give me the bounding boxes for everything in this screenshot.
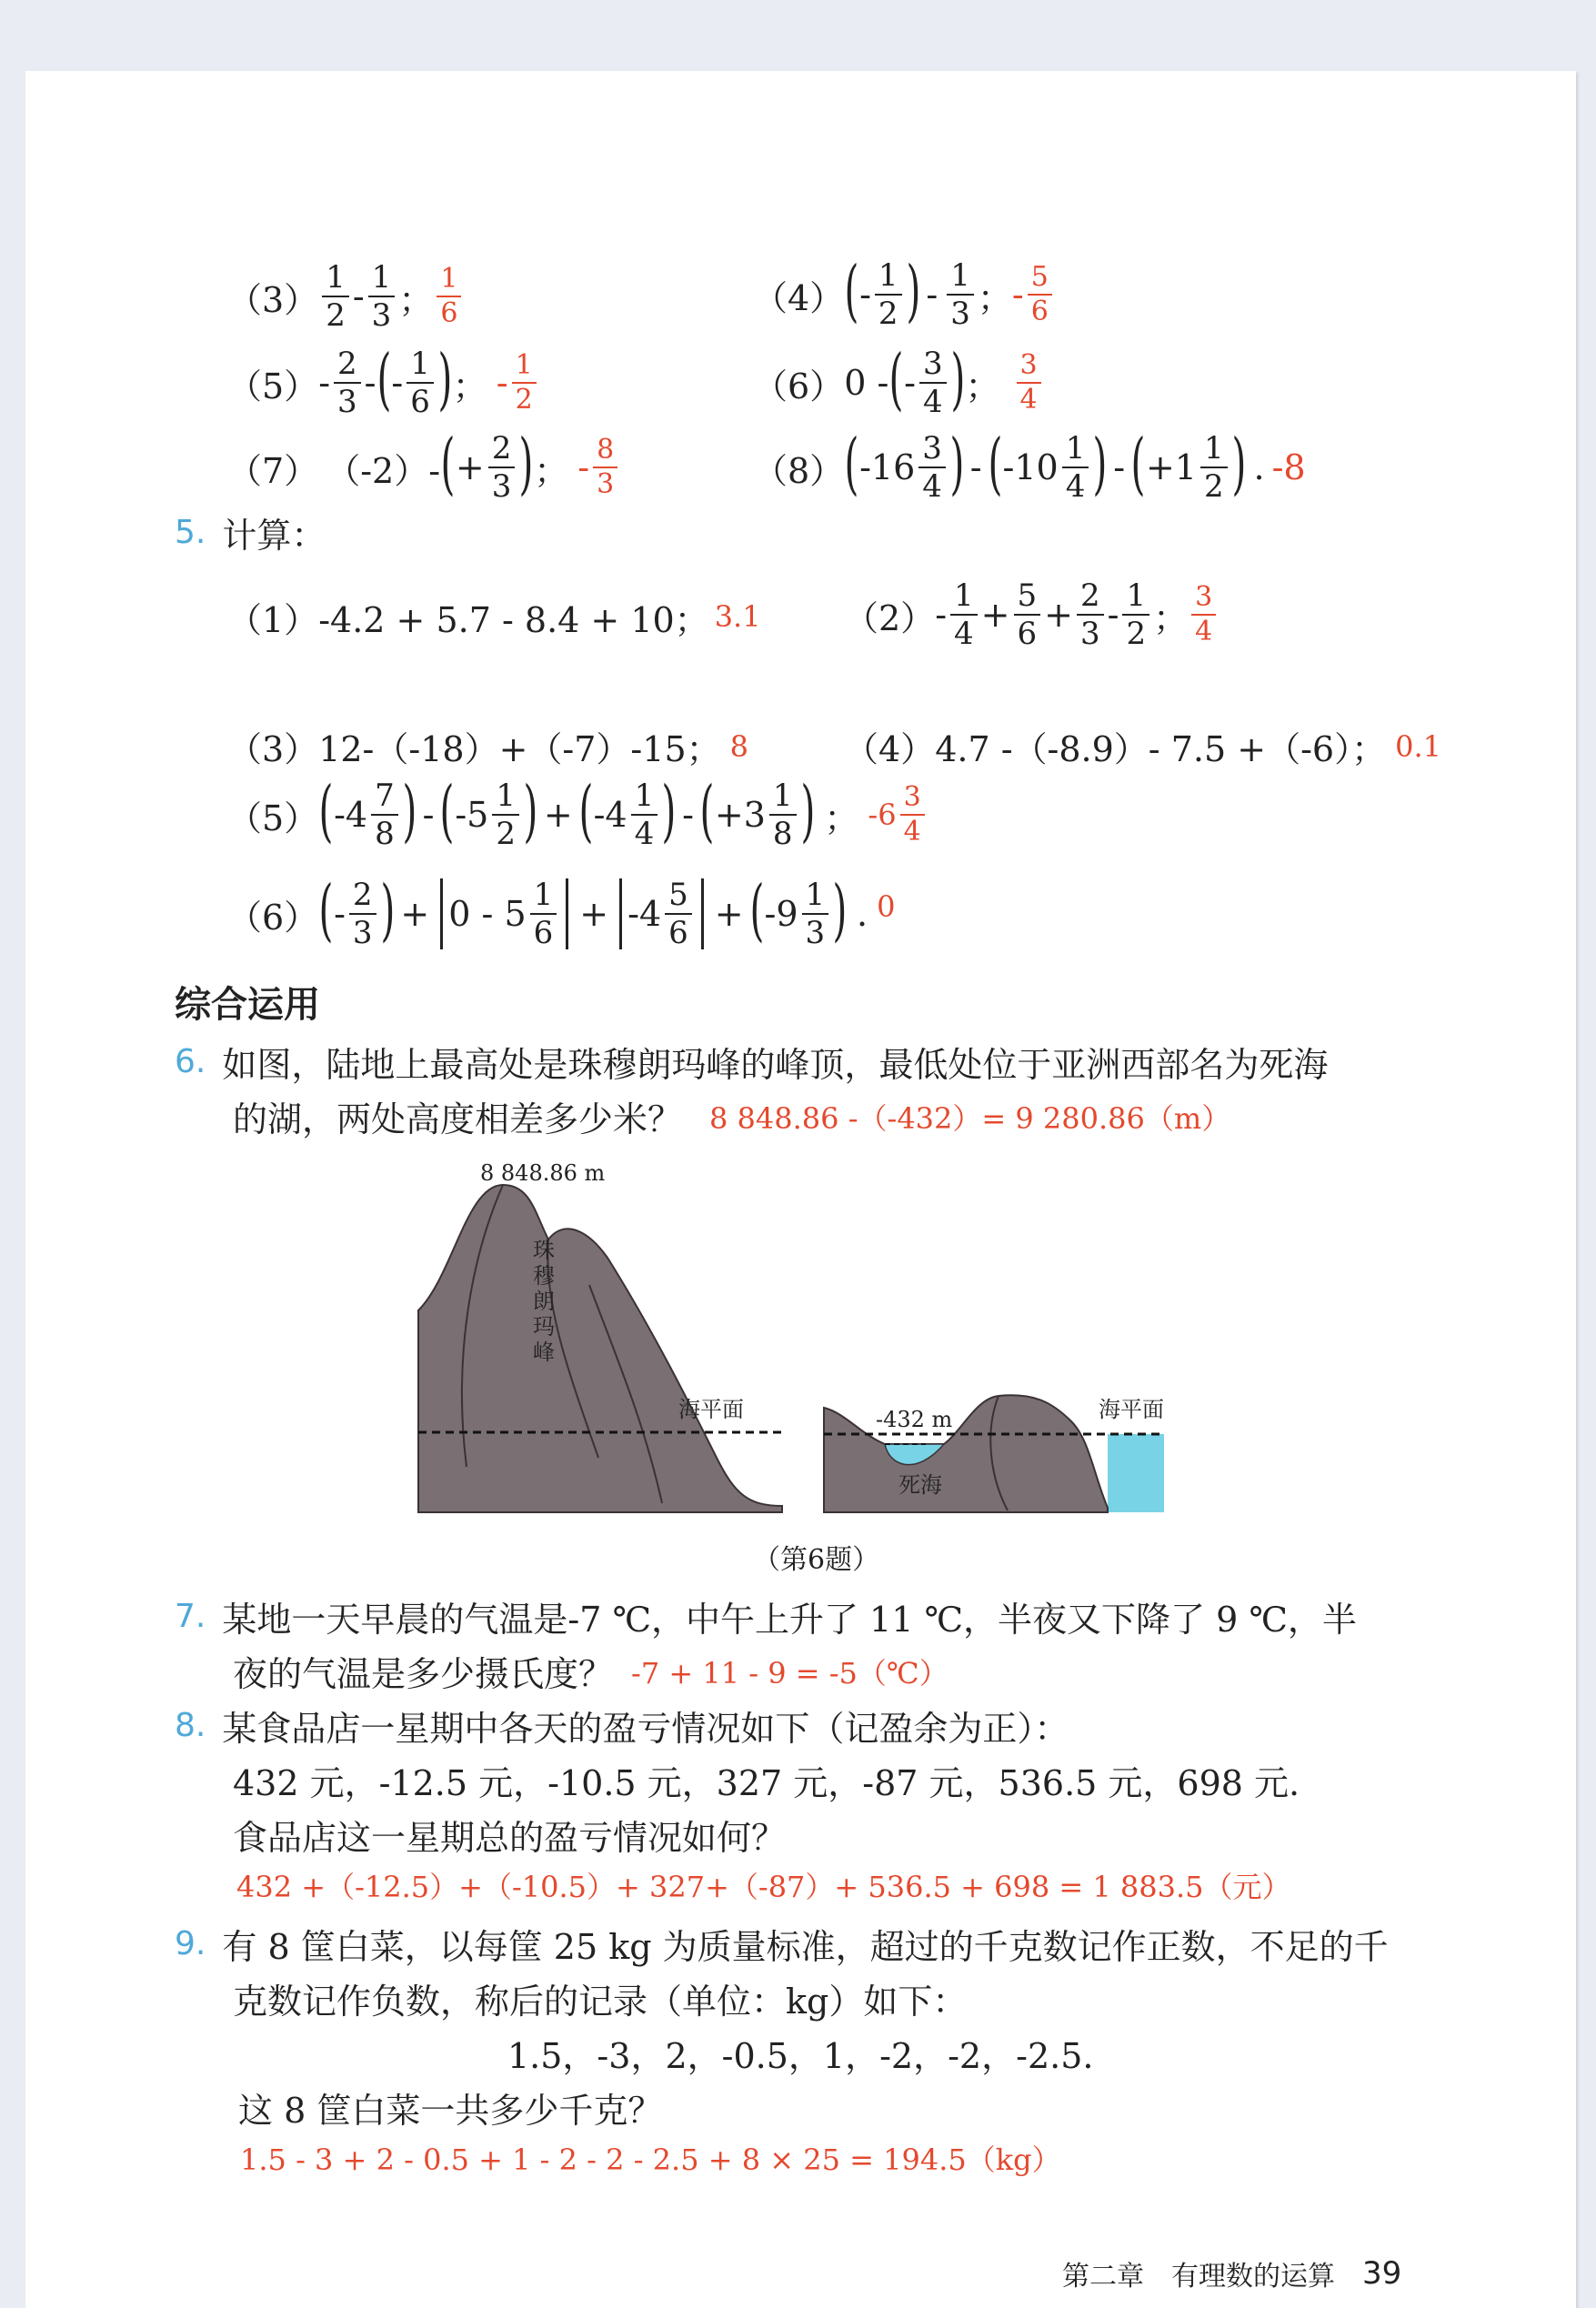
- q4-item-6: （6） 0 - ( - $\frac{3}{4}$ ) ； $\frac{3}{4}$: [753, 348, 1045, 417]
- item-label: （5）: [227, 798, 319, 838]
- sign: -: [904, 363, 917, 403]
- question-number: 7.: [175, 1598, 206, 1635]
- separator: ；: [398, 279, 434, 320]
- svg-text:峰: 峰: [533, 1340, 555, 1365]
- mixed-number: -9 $\frac{1}{3}$: [765, 879, 833, 948]
- q4-item-8: （8） ( -16 $\frac{3}{4}$ ) - ( -10 $\frac{1}{4}$ ) - ( +1 $\frac{1}{2}$ ) . -8: [753, 425, 1306, 505]
- expression: 12-（-18）+（-7）-15；: [318, 729, 721, 769]
- dead-sea-depth-label: -432 m: [876, 1407, 953, 1432]
- fraction: $\frac{2}{3}$: [349, 879, 376, 948]
- answer-fraction: $\frac{5}{6}$: [1028, 264, 1052, 326]
- answer: -7 + 11 - 9 = -5（℃）: [631, 1655, 949, 1691]
- sign: -: [334, 894, 346, 934]
- mountain-name-vertical: [533, 1238, 555, 1365]
- q5-header: [175, 507, 326, 557]
- separator: ；: [452, 366, 487, 406]
- item-label: （4）: [844, 729, 936, 769]
- q9-line-3: 1.5，-3，2，-0.5，1，-2，-2，-2.5.: [507, 2036, 1094, 2076]
- q4-item-3: [227, 259, 465, 334]
- q4-item-5: （5） - $\frac{2}{3}$ - ( - $\frac{1}{6}$ ) ； - $\frac{1}{2}$: [227, 348, 540, 417]
- q7-line-2: [233, 1646, 949, 1696]
- figure-caption: （第6题）: [753, 1544, 880, 1576]
- separator: ；: [824, 798, 859, 838]
- q5-item-3: [227, 721, 748, 771]
- answer-fraction: $\frac{8}{3}$: [593, 437, 617, 498]
- mixed-number: -16 $\frac{3}{4}$: [859, 433, 949, 502]
- operator: -: [1107, 595, 1119, 635]
- q5-item-5: （5） ( -4 $\frac{7}{8}$ ) - ( -5 $\frac{1}{2}$ ) + ( -4 $\frac{1}{4}$ ) - ( +3 $\frac{1}{8}$ ) ； -6 $\frac{3}{4}$: [227, 780, 928, 849]
- q7-line-1: [175, 1591, 1357, 1641]
- question-text: 某地一天早晨的气温是-7 ℃，中午上升了 11 ℃，半夜又下降了 9 ℃，半: [222, 1600, 1357, 1640]
- q8-line-3: 食品店这一星期总的盈亏情况如何？: [233, 1818, 787, 1858]
- dead-sea-label: 死海: [898, 1472, 942, 1498]
- answer-fraction: $\frac{1}{6}$: [437, 266, 461, 327]
- fraction: $\frac{1}{2}$: [322, 262, 349, 331]
- operator: +: [579, 894, 609, 934]
- operator: -: [352, 276, 365, 316]
- svg-text:珠: 珠: [533, 1238, 555, 1263]
- operator: +: [543, 795, 573, 835]
- fraction: $\frac{1}{3}$: [368, 262, 396, 331]
- sign: -: [859, 275, 871, 315]
- q5-item-4: [844, 721, 1441, 771]
- separator: .: [857, 894, 868, 934]
- question-number: 6.: [175, 1043, 206, 1080]
- mixed-number: +1 $\frac{1}{2}$: [1146, 433, 1231, 502]
- answer: 8: [729, 728, 748, 764]
- fraction: $\frac{1}{6}$: [407, 348, 434, 417]
- q5-item-2: [844, 577, 1220, 652]
- answer: -8: [1271, 447, 1306, 487]
- q6-line-2: [233, 1091, 1230, 1141]
- mixed-number: +3 $\frac{1}{8}$: [715, 780, 800, 849]
- section-heading: 综合运用: [175, 984, 320, 1026]
- question-text: 夜的气温是多少摄氏度？: [233, 1654, 614, 1694]
- q6-line-1: [175, 1037, 1328, 1087]
- q4-item-4: （4） ( - $\frac{1}{2}$ ) - $\frac{1}{3}$ ； - $\frac{5}{6}$: [753, 260, 1056, 329]
- page-number: 39: [1362, 2255, 1402, 2292]
- item-label: （6）: [227, 897, 319, 938]
- answer-mixed-number: -6 $\frac{3}{4}$: [868, 784, 928, 846]
- mixed-number: -5 $\frac{1}{2}$: [455, 780, 523, 849]
- item-label: （2）: [844, 597, 936, 638]
- question-number: 9.: [175, 1925, 206, 1962]
- expression: -4.2 + 5.7 - 8.4 + 10；: [318, 599, 709, 640]
- question-text: 如图，陆地上最高处是珠穆朗玛峰的峰顶，最低处位于亚洲西部名为死海: [222, 1045, 1329, 1085]
- q8-line-2: 432 元，-12.5 元，-10.5 元，327 元，-87 元，536.5 元，698 元.: [233, 1763, 1300, 1803]
- operator: -: [1113, 447, 1126, 487]
- item-label: （8）: [753, 450, 845, 491]
- separator: ；: [534, 450, 569, 491]
- term: （-2）-: [326, 450, 441, 491]
- answer-fraction: $\frac{3}{4}$: [1017, 352, 1041, 414]
- item-label: （3）: [227, 279, 319, 320]
- question-title: 计算：: [222, 516, 326, 556]
- fraction: $\frac{1}{4}$: [950, 580, 978, 649]
- item-label: （6）: [753, 366, 845, 406]
- question-text: 某食品店一星期中各天的盈亏情况如下（记盈余为正）：: [222, 1709, 1069, 1749]
- sea-water: [1108, 1434, 1164, 1512]
- fraction: $\frac{2}{3}$: [488, 433, 516, 502]
- q5-item-1: [227, 580, 761, 653]
- mixed-number: -4 $\frac{1}{4}$: [594, 780, 662, 849]
- fraction: $\frac{2}{3}$: [1077, 580, 1104, 649]
- fraction: $\frac{1}{2}$: [1122, 580, 1149, 649]
- mountain-sea-figure: [417, 1158, 1217, 1521]
- answer: 0: [877, 889, 896, 924]
- item-label: （1）: [227, 599, 319, 640]
- answer-fraction: $\frac{3}{4}$: [1191, 584, 1216, 646]
- peak-height-label: 8 848.86 m: [480, 1160, 606, 1186]
- q5-item-6: （6） ( - $\frac{2}{3}$ ) + 0 - 5 $\frac{1}{6}$ + -4 $\frac{5}{6}$ + ( -9 $\frac{1}{3}$ ) . 0: [227, 871, 896, 951]
- q8-answer: 432 +（-12.5）+（-10.5）+ 327+（-87）+ 536.5 + 698 = 1 883.5（元）: [236, 1870, 1291, 1904]
- operator: -: [364, 363, 376, 403]
- answer: 0.1: [1395, 728, 1441, 764]
- fraction: $\frac{2}{3}$: [334, 348, 361, 417]
- answer-fraction: $\frac{1}{2}$: [512, 352, 537, 414]
- q8-line-1: [175, 1701, 1069, 1751]
- sea-level-label-right: 海平面: [1099, 1397, 1164, 1422]
- operator: -: [926, 275, 939, 315]
- textbook-page: [25, 71, 1576, 2308]
- mixed-number: -10 $\frac{1}{4}$: [1003, 433, 1093, 502]
- question-text: 的湖，两处高度相差多少米？: [233, 1099, 683, 1139]
- term: 0 -: [844, 363, 889, 403]
- chapter-title: 有理数的运算: [1171, 2261, 1335, 2293]
- absolute-value-term: -4 $\frac{5}{6}$: [627, 879, 696, 948]
- fraction: $\frac{5}{6}$: [1014, 580, 1041, 649]
- operator: +: [714, 894, 744, 934]
- item-label: （4）: [753, 277, 845, 318]
- q9-answer: 1.5 - 3 + 2 - 0.5 + 1 - 2 - 2 - 2.5 + 8 × 25 = 194.5（kg）: [240, 2142, 1061, 2177]
- q9-line-1: [175, 1919, 1389, 1969]
- question-text: 有 8 筐白菜，以每筐 25 kg 为质量标准，超过的千克数记作正数，不足的千: [222, 1927, 1389, 1967]
- answer-sign: -: [496, 363, 508, 403]
- fraction: $\frac{1}{2}$: [875, 260, 902, 329]
- operator: +: [980, 595, 1010, 635]
- operator: +: [400, 894, 430, 934]
- svg-text:朗: 朗: [533, 1289, 555, 1314]
- answer-sign: -: [1011, 275, 1024, 315]
- answer: 3.1: [714, 599, 761, 634]
- question-number: 8.: [175, 1707, 206, 1744]
- expression: 4.7 -（-8.9）- 7.5 +（-6）；: [935, 729, 1387, 769]
- separator: .: [1253, 447, 1265, 487]
- page-footer: [1062, 2253, 1401, 2293]
- separator: ；: [965, 366, 1000, 406]
- item-label: （5）: [227, 366, 319, 406]
- operator: -: [422, 795, 435, 835]
- fraction: $\frac{1}{3}$: [947, 260, 974, 329]
- chapter-label: 第二章: [1062, 2261, 1144, 2293]
- fraction: $\frac{3}{4}$: [919, 348, 947, 417]
- svg-text:玛: 玛: [533, 1314, 555, 1340]
- item-label: （3）: [227, 729, 319, 769]
- sign: -: [318, 363, 331, 403]
- separator: ；: [977, 277, 1012, 318]
- mixed-number: -4 $\frac{7}{8}$: [334, 780, 402, 849]
- sign: -: [391, 363, 404, 403]
- operator: +: [1044, 595, 1073, 635]
- q9-line-4: 这 8 筐白菜一共多少千克？: [238, 2091, 663, 2131]
- operator: -: [682, 795, 694, 835]
- q9-line-2: 克数记作负数，称后的记录（单位：kg）如下：: [233, 1982, 968, 2022]
- sign: -: [935, 595, 948, 635]
- svg-text:穆: 穆: [533, 1263, 555, 1289]
- answer-sign: -: [577, 447, 590, 487]
- answer: 8 848.86 -（-432）= 9 280.86（m）: [709, 1100, 1231, 1136]
- separator: ；: [1153, 597, 1189, 638]
- q4-item-7: （7） （-2）- ( + $\frac{2}{3}$ ) ； - $\frac{8}{3}$: [227, 433, 621, 502]
- sign: +: [455, 447, 485, 487]
- sea-level-label-left: 海平面: [678, 1397, 744, 1422]
- absolute-value-term: 0 - 5 $\frac{1}{6}$: [448, 879, 560, 948]
- operator: -: [969, 447, 982, 487]
- item-label: （7）: [227, 450, 319, 491]
- question-number: 5.: [175, 514, 206, 551]
